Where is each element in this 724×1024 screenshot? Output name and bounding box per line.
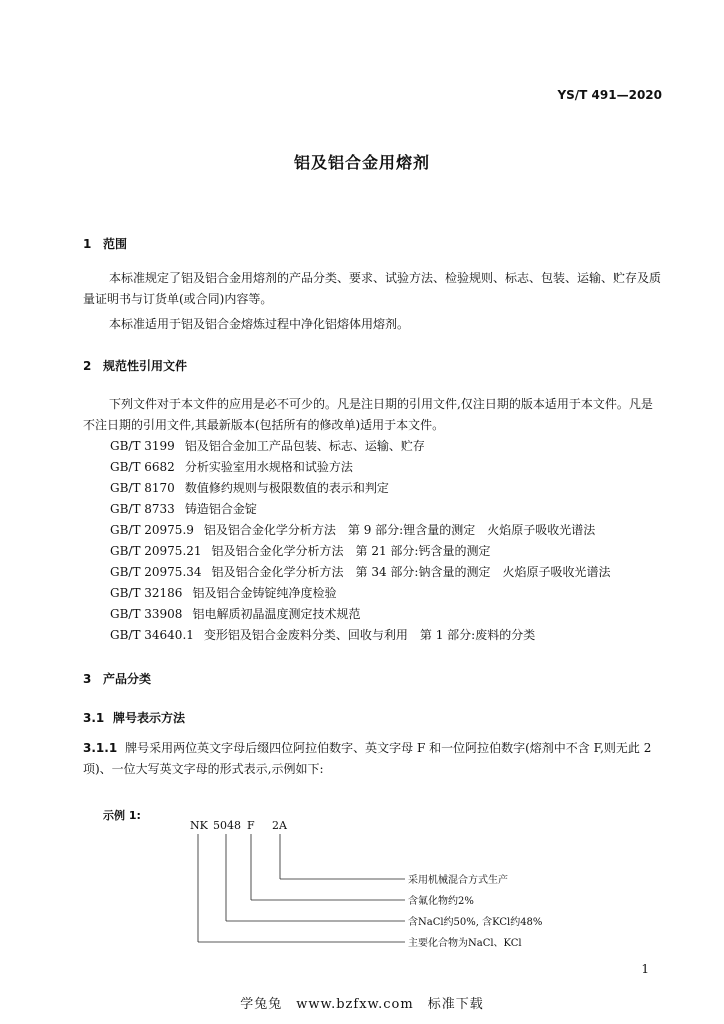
reference-code: GB/T 20975.9 [110, 523, 194, 537]
label-main-compounds: 主要化合物为NaCl、KCl [408, 938, 522, 949]
label-fluoride-content: 含氟化物约2% [408, 896, 474, 907]
reference-title: 铝及铝合金铸锭纯净度检验 [192, 586, 337, 600]
normative-intro: 下列文件对于本文件的应用是必不可少的。凡是注日期的引用文件,仅注日期的版本适用于本文件。凡是不注日期的引用文件,其最新版本(包括所有的修改单)适用于本文件。 [83, 397, 653, 432]
reference-code: GB/T 3199 [110, 439, 175, 453]
reference-code: GB/T 8733 [110, 502, 175, 516]
subsection-title: 牌号表示方法 [113, 711, 186, 725]
reference-code: GB/T 33908 [110, 607, 183, 621]
section-number: 1 [83, 237, 92, 251]
label-salt-content: 含NaCl约50%, 含KCl约48% [408, 917, 543, 928]
code-prefix: NK [190, 819, 208, 832]
standard-code: YS/T 491—2020 [557, 88, 662, 102]
reference-title: 变形铝及铝合金废料分类、回收与利用 第 1 部分:废料的分类 [203, 628, 536, 642]
reference-title: 铝及铝合金化学分析方法 第 21 部分:钙含量的测定 [211, 544, 491, 558]
reference-title: 铝电解质初晶温度测定技术规范 [192, 607, 361, 621]
reference-code: GB/T 32186 [110, 586, 183, 600]
reference-code: GB/T 20975.34 [110, 565, 202, 579]
section-title: 产品分类 [103, 672, 152, 686]
reference-code: GB/T 6682 [110, 460, 175, 474]
section-title: 范围 [103, 237, 128, 251]
clause-text: 牌号采用两位英文字母后缀四位阿拉伯数字、英文字母 F 和一位阿拉伯数字(熔剂中不含 F,则无此 2 项)、一位大写英文字母的形式表示,示例如下: [83, 741, 652, 776]
clause-number: 3.1.1 [83, 741, 118, 755]
reference-title: 铝及铝合金化学分析方法 第 9 部分:锂含量的测定 火焰原子吸收光谱法 [203, 523, 596, 537]
code-suffix: 2A [272, 819, 287, 832]
scope-paragraph-2: 本标准适用于铝及铝合金熔炼过程中净化铝熔体用熔剂。 [109, 317, 410, 331]
subsection-number: 3.1 [83, 711, 105, 725]
document-title: 铝及铝合金用熔剂 [293, 153, 430, 172]
page-number: 1 [641, 962, 649, 976]
section-number: 3 [83, 672, 92, 686]
reference-title: 数值修约规则与极限数值的表示和判定 [184, 481, 389, 495]
example-label: 示例 1: [103, 809, 141, 822]
reference-title: 铸造铝合金锭 [184, 502, 257, 516]
reference-code: GB/T 8170 [110, 481, 175, 495]
label-production-method: 采用机械混合方式生产 [408, 875, 508, 886]
section-title: 规范性引用文件 [103, 359, 188, 373]
reference-code: GB/T 20975.21 [110, 544, 202, 558]
reference-title: 铝及铝合金加工产品包装、标志、运输、贮存 [184, 439, 425, 453]
code-digits: 5048 [213, 819, 241, 832]
reference-title: 分析实验室用水规格和试验方法 [184, 460, 353, 474]
scope-paragraph-1: 本标准规定了铝及铝合金用熔剂的产品分类、要求、试验方法、检验规则、标志、包装、运输、贮存及质量证明书与订货单(或合同)内容等。 [83, 271, 662, 306]
footer-watermark: 学兔兔 www.bzfxw.com 标准下载 [240, 997, 484, 1012]
section-number: 2 [83, 359, 92, 373]
reference-code: GB/T 34640.1 [110, 628, 194, 642]
reference-title: 铝及铝合金化学分析方法 第 34 部分:钠含量的测定 火焰原子吸收光谱法 [211, 565, 611, 579]
code-fluoride-letter: F [247, 819, 255, 832]
